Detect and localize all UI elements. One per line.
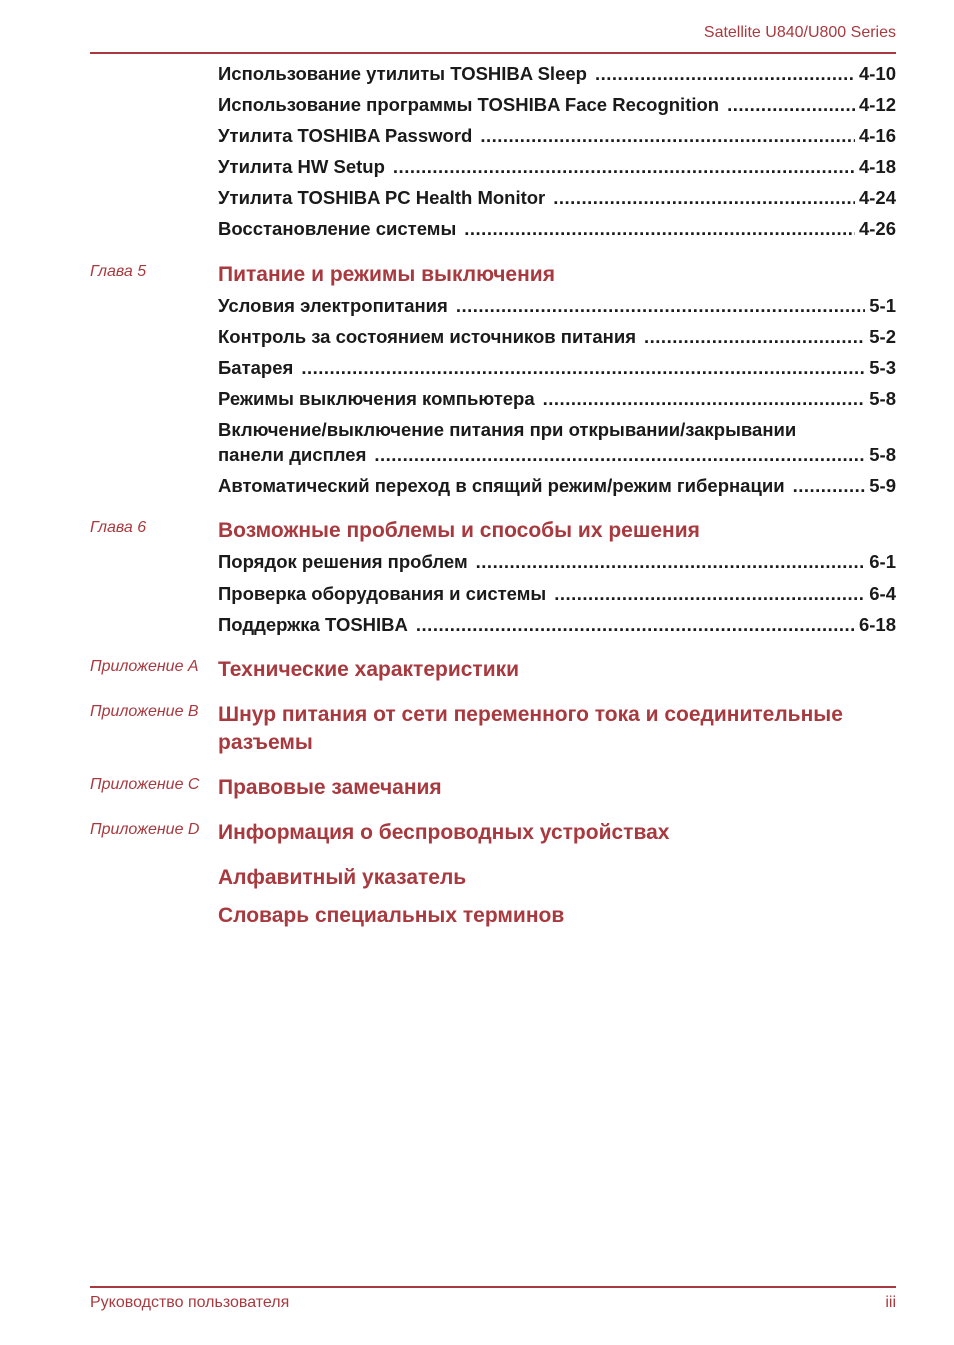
appendix-title[interactable]: Правовые замечания: [218, 776, 442, 799]
dot-leader: [793, 475, 866, 497]
toc-entry-title: Использование утилиты TOSHIBA Sleep: [218, 63, 587, 84]
toc-entry[interactable]: [218, 357, 896, 379]
toc-entry[interactable]: [218, 614, 896, 636]
toc-entry-page: 4-18: [858, 156, 896, 177]
chapter-label: Глава 5: [90, 263, 147, 280]
toc-entry-title: Утилита TOSHIBA PC Health Monitor: [218, 187, 546, 208]
toc-entry-page: 5-2: [869, 326, 896, 347]
toc-entry-title: Использование программы TOSHIBA Face Recognition: [218, 94, 720, 115]
dot-leader: [543, 388, 866, 410]
dot-leader: [644, 326, 865, 348]
toc-entry[interactable]: [218, 388, 896, 410]
appendix-title[interactable]: Шнур питания от сети переменного тока и соединительные разъемы: [218, 703, 843, 754]
appendix-label: Приложение D: [90, 821, 200, 838]
toc-entry-title: Восстановление системы: [218, 218, 457, 239]
toc-entry-page: 6-4: [869, 583, 896, 604]
dot-leader: [595, 63, 855, 85]
glossary-title[interactable]: Словарь специальных терминов: [218, 904, 565, 927]
toc-entry[interactable]: [218, 583, 896, 605]
dot-leader: [464, 218, 855, 240]
toc-entry-page: 4-24: [858, 187, 896, 208]
toc-entry[interactable]: [218, 125, 896, 147]
appendix-label: Приложение C: [90, 776, 200, 793]
toc-entry-page: 4-12: [858, 94, 896, 115]
toc-entry-page: 6-18: [858, 614, 896, 635]
footer-rule: [90, 1286, 896, 1288]
toc-entry-title-continued: панели дисплея: [218, 444, 367, 465]
dot-leader: [476, 551, 866, 573]
dot-leader: [374, 444, 865, 466]
toc-entry[interactable]: [218, 156, 896, 178]
header-title: Satellite U840/U800 Series: [703, 24, 896, 41]
toc-entry[interactable]: [218, 218, 896, 240]
toc-entry[interactable]: [218, 295, 896, 317]
toc-entry-title: Утилита HW Setup: [218, 156, 385, 177]
dot-leader: [456, 295, 865, 317]
toc-entry-page: 4-10: [858, 63, 896, 84]
appendix-label: Приложение B: [90, 703, 199, 720]
toc-entry[interactable]: [218, 475, 896, 497]
toc-entry-page: 4-16: [858, 125, 896, 146]
toc-entry[interactable]: [218, 63, 896, 85]
footer-title: Руководство пользователя: [90, 1294, 290, 1311]
toc-entry-page: 5-3: [869, 357, 896, 378]
toc-entry-title: Утилита TOSHIBA Password: [218, 125, 473, 146]
page-number: iii: [885, 1294, 896, 1311]
dot-leader: [553, 187, 855, 209]
toc-entry-title: Батарея: [218, 357, 294, 378]
toc-entry-title: Автоматический переход в спящий режим/режим гибернации: [218, 475, 785, 496]
toc-entry-title: Режимы выключения компьютера: [218, 388, 535, 409]
chapter-title[interactable]: Возможные проблемы и способы их решения: [218, 519, 700, 542]
dot-leader: [301, 357, 865, 379]
dot-leader: [416, 614, 855, 636]
index-title[interactable]: Алфавитный указатель: [218, 866, 467, 889]
toc-entry[interactable]: [218, 551, 896, 573]
appendix-title[interactable]: Технические характеристики: [218, 658, 520, 681]
toc-entry-title: Порядок решения проблем: [218, 551, 468, 572]
header-rule: [90, 52, 896, 54]
toc-entry-title: Условия электропитания: [218, 295, 448, 316]
dot-leader: [393, 156, 855, 178]
chapter-label: Глава 6: [90, 519, 147, 536]
dot-leader: [480, 125, 855, 147]
appendix-label: Приложение A: [90, 658, 199, 675]
toc-entry[interactable]: [218, 187, 896, 209]
toc-entry-title: Контроль за состоянием источников питания: [218, 326, 637, 347]
toc-entry[interactable]: [218, 326, 896, 348]
toc-entry-title: Включение/выключение питания при открывании/закрывании: [218, 419, 797, 440]
toc-entry-page: 5-8: [869, 444, 896, 465]
toc-entry-page: 5-1: [869, 295, 896, 316]
toc-entry[interactable]: [218, 419, 896, 466]
dot-leader: [554, 583, 865, 605]
dot-leader: [727, 94, 855, 116]
appendix-title[interactable]: Информация о беспроводных устройствах: [218, 821, 670, 844]
toc-entry-page: 5-9: [869, 475, 896, 496]
toc-entry-title: Проверка оборудования и системы: [218, 583, 547, 604]
toc-entry-page: 4-26: [858, 218, 896, 239]
chapter-title[interactable]: Питание и режимы выключения: [218, 263, 555, 286]
toc-entry-page: 5-8: [869, 388, 896, 409]
toc-entry-title: Поддержка TOSHIBA: [218, 614, 408, 635]
toc-entry[interactable]: [218, 94, 896, 116]
toc-entry-page: 6-1: [869, 551, 896, 572]
